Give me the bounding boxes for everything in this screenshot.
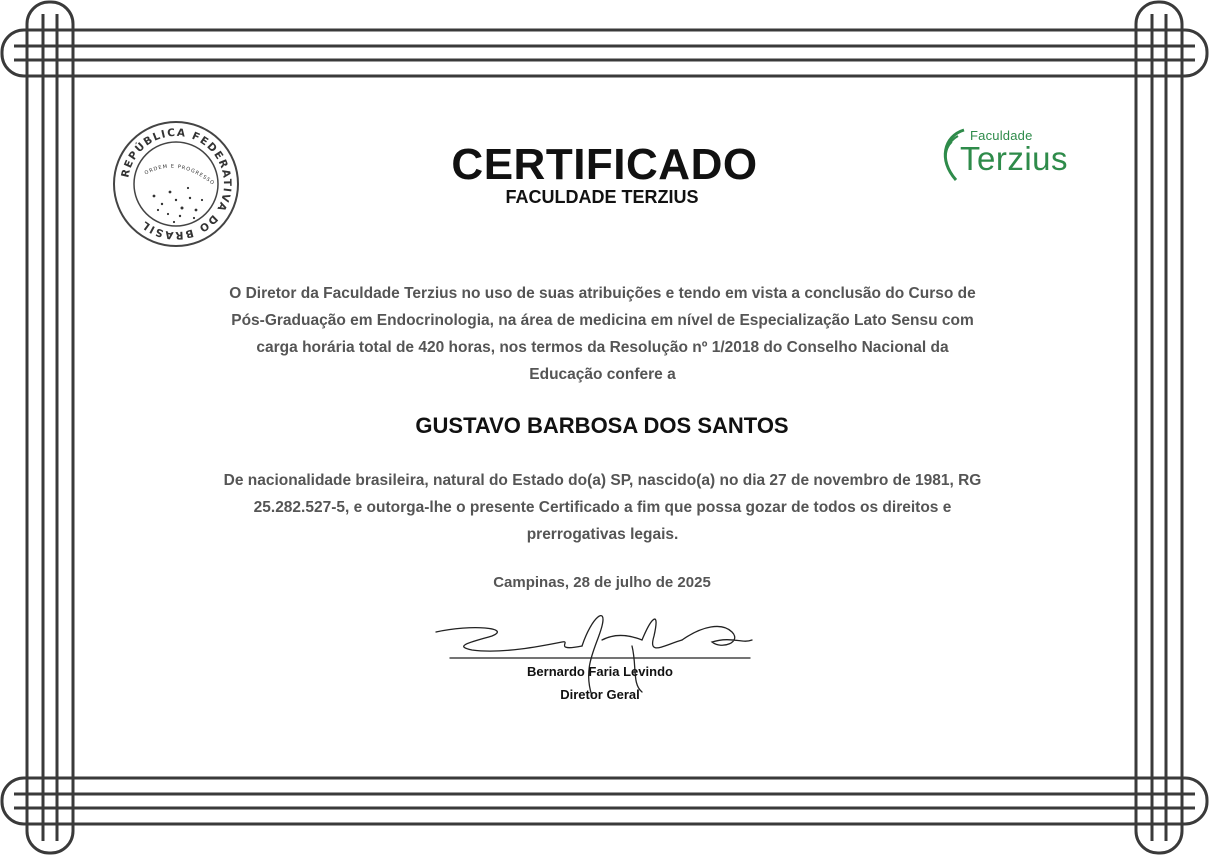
- place-date: Campinas, 28 de julho de 2025: [493, 574, 711, 591]
- svg-text:ORDEM E PROGRESSO: ORDEM E PROGRESSO: [143, 163, 216, 187]
- signature-image: [432, 606, 762, 698]
- logo-small-text: Faculdade: [970, 128, 1033, 143]
- logo-big-text: Terzius: [960, 140, 1069, 177]
- details-paragraph: De nacionalidade brasileira, natural do Estado do(a) SP, nascido(a) no dia 27 de novembro de 1981, RG 25.282.527-5, e outorga-lhe o presente Certificado a fim que possa gozar de todos os direitos e prerrogativas legais.: [223, 472, 982, 543]
- recipient-name: GUSTAVO BARBOSA DOS SANTOS: [415, 413, 789, 438]
- signer-name: Bernardo Faria Levindo: [527, 664, 673, 679]
- certificate-title: CERTIFICADO: [451, 140, 758, 189]
- certificate-subtitle: FACULDADE TERZIUS: [505, 187, 699, 207]
- signer-role: Diretor Geral: [560, 687, 640, 702]
- intro-paragraph: O Diretor da Faculdade Terzius no uso de suas atribuições e tendo em vista a conclusão do Curso de Pós-Graduação em Endocrinologia, na área de medicina em nível de Especialização Lato Sensu com carga horária total de 420 horas, nos termos da Resolução nº 1/2018 do Conselho Nacional da Educação confere a: [229, 285, 976, 383]
- svg-text:REPÚBLICA FEDERATIVA DO BRASIL: REPÚBLICA FEDERATIVA DO BRASIL: [119, 126, 234, 242]
